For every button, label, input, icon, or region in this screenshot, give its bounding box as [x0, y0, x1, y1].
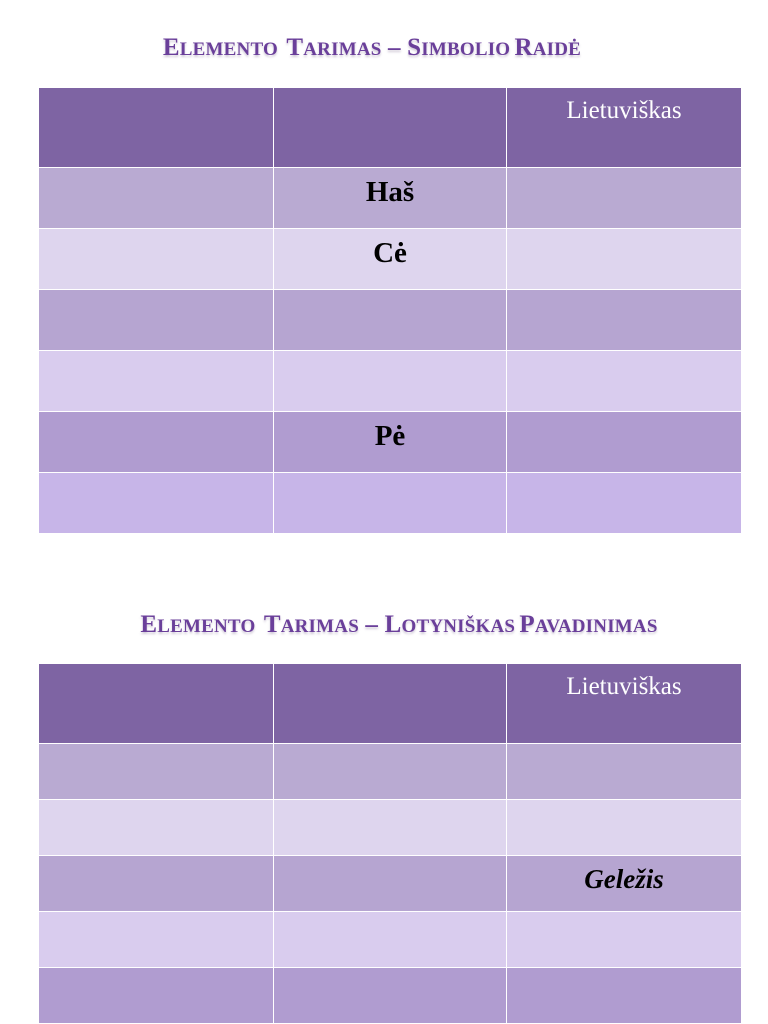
table-cell — [39, 351, 274, 412]
table-cell — [39, 290, 274, 351]
table-cell — [274, 744, 507, 800]
title-1-word-3: IMBOLIO — [421, 39, 511, 60]
table-cell — [274, 912, 507, 968]
title-1-initial-2: T — [286, 34, 304, 61]
title-1-word-2: ARIMAS — [303, 39, 382, 60]
table-cell — [274, 856, 507, 912]
title-2-word-1: LEMENTO — [157, 616, 256, 637]
table-row — [39, 912, 742, 968]
symbol-letter-table — [38, 87, 742, 534]
table-cell — [39, 412, 274, 473]
latin-name-table — [38, 663, 742, 1024]
title-2-initial-1: E — [140, 611, 158, 638]
title-1-word-4: AIDĖ — [532, 39, 582, 60]
title-2-initial-2: T — [263, 611, 281, 638]
table-cell — [274, 800, 507, 856]
table-row — [39, 968, 742, 1024]
table-cell — [274, 473, 507, 534]
table-cell: Cė — [274, 229, 507, 290]
table-cell — [39, 968, 274, 1024]
title-1-dash: – — [381, 34, 408, 61]
table-cell — [507, 744, 742, 800]
table-header-row — [39, 664, 742, 744]
title-2-initial-3: L — [384, 611, 402, 638]
title-1-word-1: LEMENTO — [179, 39, 278, 60]
table-cell — [39, 229, 274, 290]
table-cell — [507, 412, 742, 473]
table-row — [39, 290, 742, 351]
title-1-initial-4: R — [514, 34, 533, 61]
title-2-dash: – — [358, 611, 385, 638]
table-row — [39, 351, 742, 412]
table-header-row — [39, 88, 742, 168]
title-1-initial-1: E — [162, 34, 180, 61]
title-2-initial-4: P — [519, 611, 535, 638]
header-cell — [39, 664, 274, 744]
header-cell — [39, 88, 274, 168]
table-cell — [39, 168, 274, 229]
table-cell — [507, 290, 742, 351]
table-cell — [507, 968, 742, 1024]
table-row — [39, 473, 742, 534]
title-2-word-3: OTYNIŠKAS — [401, 616, 516, 637]
table-cell — [507, 912, 742, 968]
table-cell — [39, 800, 274, 856]
table-cell — [39, 473, 274, 534]
header-cell-lithuanian: Lietuviškas — [507, 664, 742, 744]
header-cell — [274, 664, 507, 744]
table-cell — [507, 229, 742, 290]
table-cell — [507, 800, 742, 856]
table-cell: Pė — [274, 412, 507, 473]
table-cell — [39, 856, 274, 912]
title-2-word-4: AVADINIMAS — [534, 616, 658, 637]
table-cell — [274, 968, 507, 1024]
title-1-initial-3: S — [407, 34, 422, 61]
table-row — [39, 744, 742, 800]
table-cell — [274, 351, 507, 412]
header-cell-lithuanian: Lietuviškas — [507, 88, 742, 168]
table-1-title — [0, 34, 756, 62]
table-cell — [274, 290, 507, 351]
table-cell — [39, 744, 274, 800]
table-cell: Geležis — [507, 856, 742, 912]
table-2-title — [15, 611, 768, 639]
table-cell: Haš — [274, 168, 507, 229]
table-cell — [507, 351, 742, 412]
table-cell — [507, 473, 742, 534]
table-row — [39, 800, 742, 856]
table-row — [39, 168, 742, 229]
title-2-word-2: ARIMAS — [280, 616, 359, 637]
header-cell — [274, 88, 507, 168]
table-cell — [507, 168, 742, 229]
table-row — [39, 856, 742, 912]
table-row — [39, 412, 742, 473]
table-cell — [39, 912, 274, 968]
table-row — [39, 229, 742, 290]
